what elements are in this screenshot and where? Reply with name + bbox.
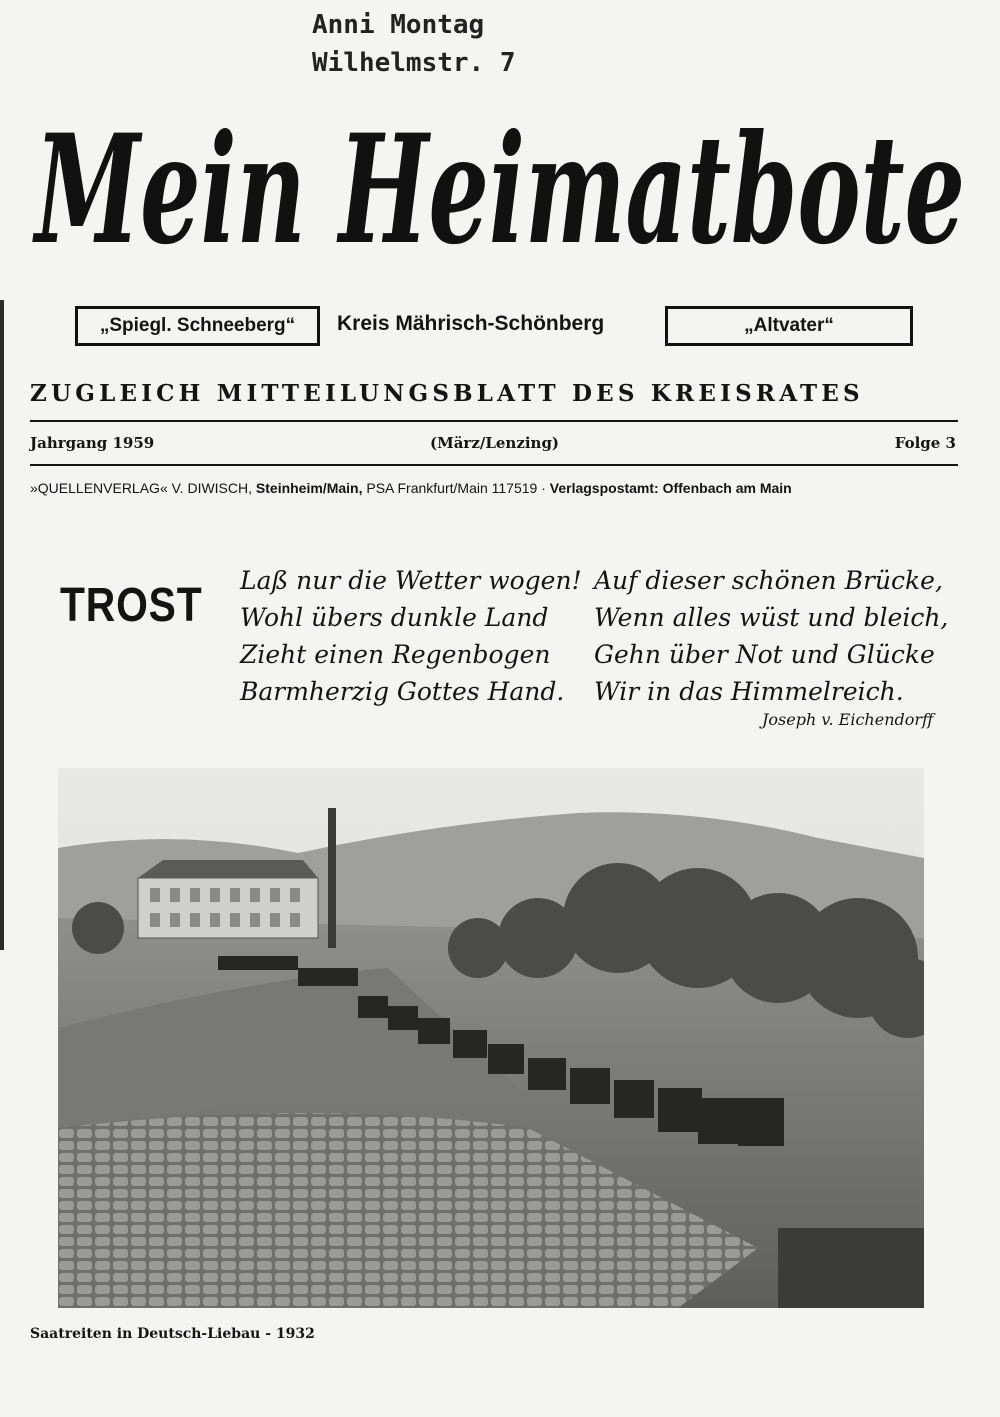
edition-box-altvater: „Altvater“ [665,306,913,346]
poem-author: Joseph v. Eichendorff [762,710,934,729]
issue-info [30,434,958,458]
publisher-postoffice: Verlagspostamt: Offenbach am Main [549,480,792,496]
poem-line: Zieht einen Regenbogen [240,640,551,669]
masthead-subtitle: ZUGLEICH MITTEILUNGSBLATT DES KREISRATES [30,380,864,407]
poem-line: Wohl übers dunkle Land [240,603,549,632]
edition-row [75,306,913,350]
issue-number: Folge 3 [894,434,956,452]
publisher-line [30,480,960,496]
publisher-place: Steinheim/Main, [255,480,363,496]
poem-title: TROST [60,579,203,632]
poem-stanza-2 [594,562,948,710]
poem-line: Auf dieser schönen Brücke, [594,566,943,595]
photo-caption: Saatreiten in Deutsch-Liebau - 1932 [30,1326,315,1342]
poem-line: Wir in das Himmelreich. [594,677,904,706]
address-stamp [312,6,516,82]
issue-month: (März/Lenzing) [430,434,560,452]
poem-line: Laß nur die Wetter wogen! [240,566,582,595]
stamp-name: Anni Montag [312,10,485,40]
procession-photo [58,768,924,1308]
scan-edge [0,300,4,950]
publisher-psa: PSA Frankfurt/Main 117519 [366,480,538,496]
poem-line: Wenn alles wüst und bleich, [594,603,949,632]
masthead-title [28,72,972,282]
district-name: Kreis Mährisch-Schönberg [337,312,605,335]
poem-line: Barmherzig Gottes Hand. [240,677,565,706]
poem-stanza-1 [240,562,582,710]
publisher-separator: · [541,480,546,496]
masthead-title-text: Mein Heimatbote [31,102,965,278]
edition-box-schneeberg: „Spiegl. Schneeberg“ [75,306,320,346]
divider-top [30,420,958,422]
poem-line: Gehn über Not und Glücke [594,640,935,669]
stamp-street: Wilhelmstr. 7 [312,48,516,78]
publisher-name: »QUELLENVERLAG« V. DIWISCH, [30,480,253,496]
issue-year: Jahrgang 1959 [30,434,155,452]
divider-bottom [30,464,958,466]
